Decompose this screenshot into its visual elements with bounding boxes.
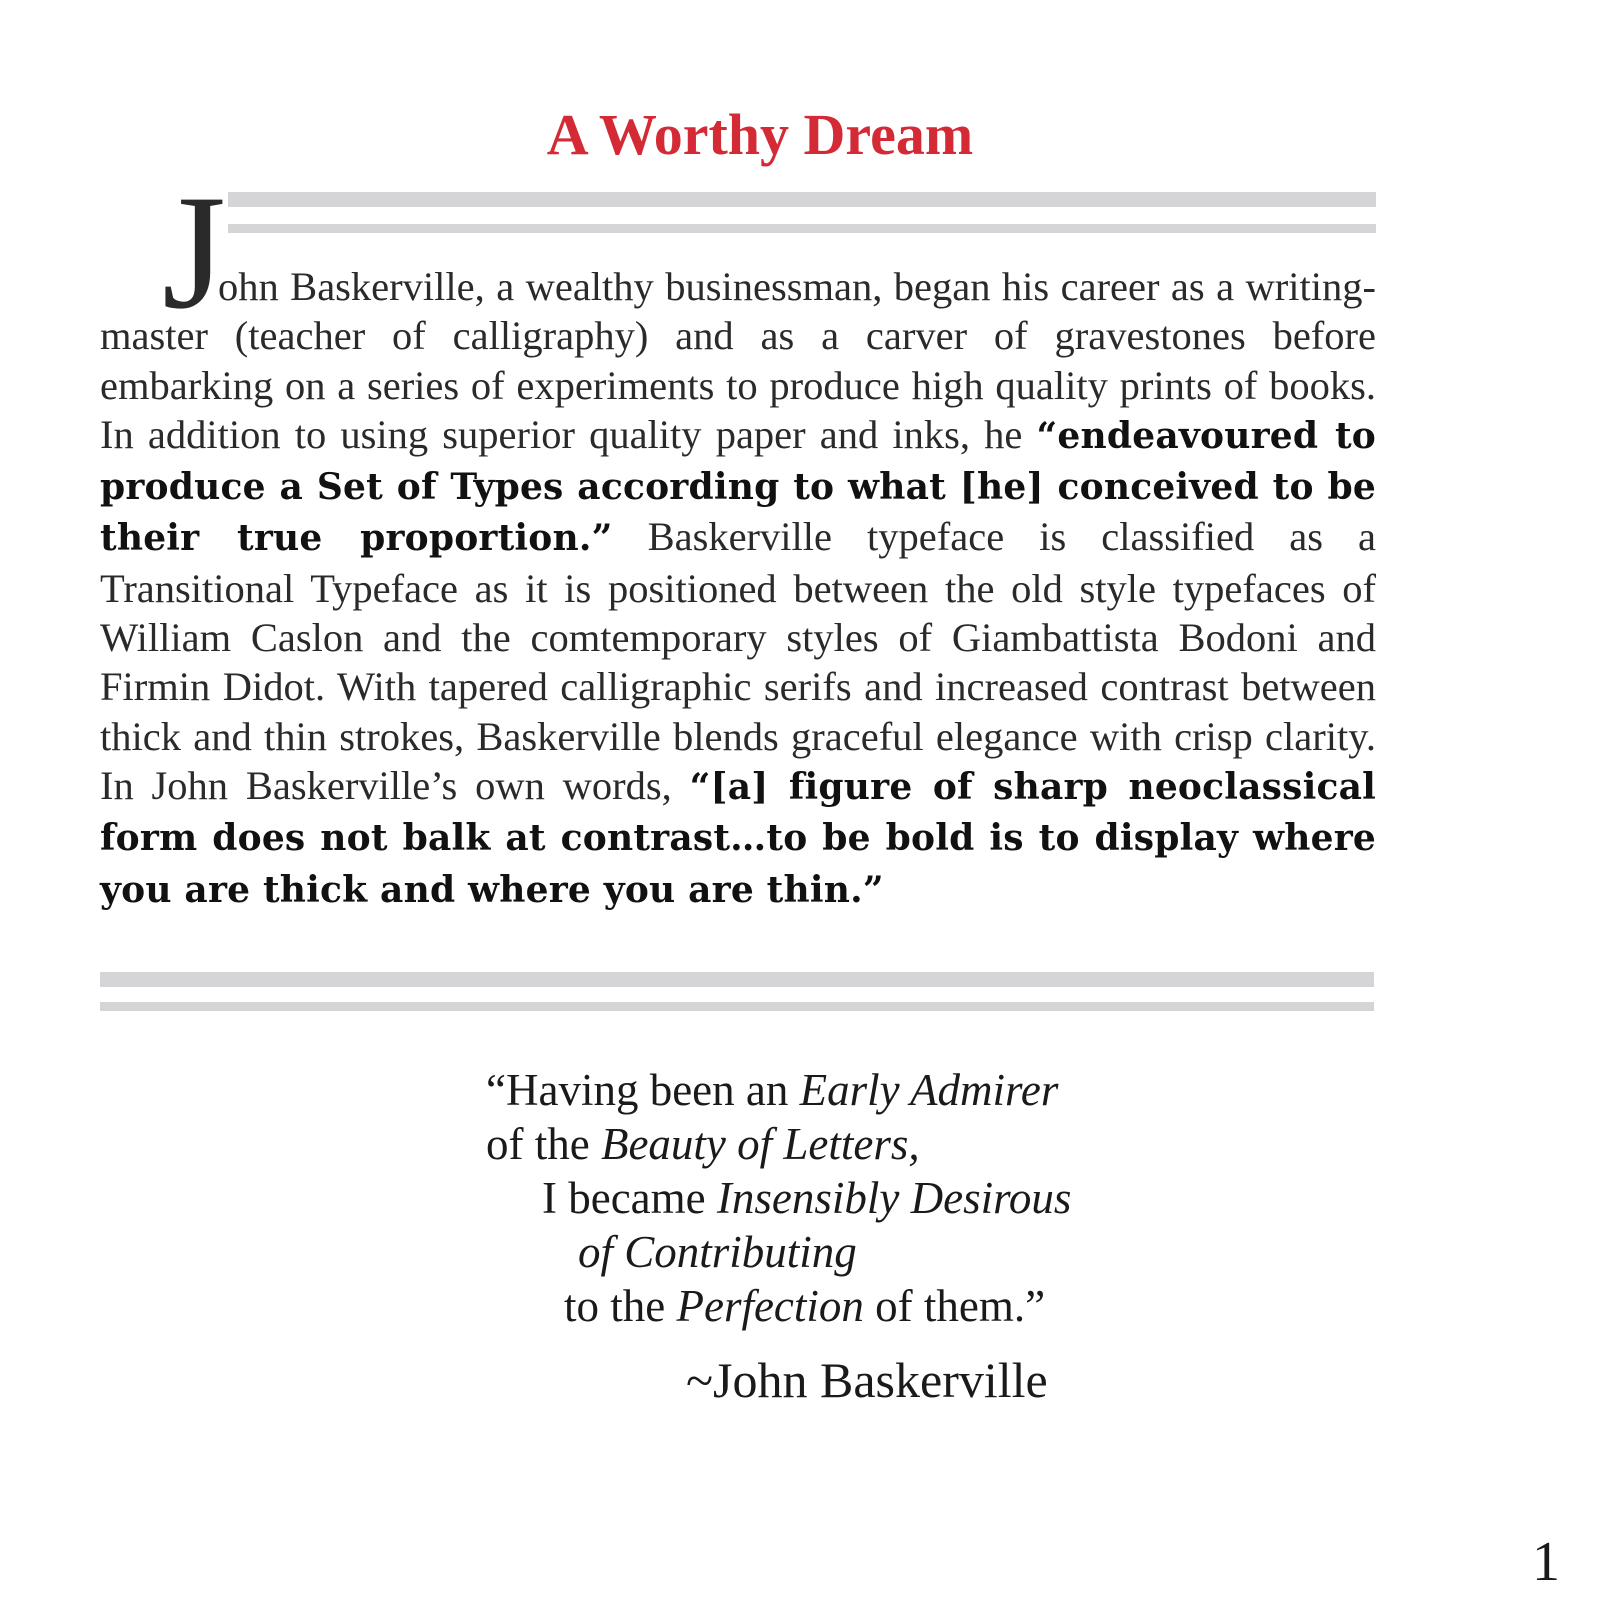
top-rule-thin [228,224,1376,233]
bottom-rule-thin [100,1002,1374,1011]
bold-quote: “[a] figure of sharp neoclassical form does not balk at contrast…to be bold is to display where you are thick and where you are thin.” [100,765,1377,911]
quote-line: of Contributing [578,1227,857,1277]
top-rule-thick [228,192,1376,207]
page-number: 1 [1532,1531,1560,1593]
bold-quote: “endeavoured to produce a Set of Types according to what [he] conceived to be their true proportion.” [100,414,1376,560]
body-run: ohn Baskerville, a wealthy businessman, began his career as a writing-master (teacher of calligraphy) and as a carver of gravestones before embarking on a series of experiments to produce high quality prints of books. In addition to using superior quality paper and inks, he [100,264,1376,457]
page-title: A Worthy Dream [546,102,974,167]
quote-line: to the Perfection of them.” [564,1281,1046,1331]
quote-line: I became Insensibly Desirous [542,1173,1072,1223]
drop-cap: J [162,162,226,343]
body-paragraph [100,262,1376,915]
quote-line: “Having been an Early Admirer [486,1065,1059,1115]
quote-attribution: ~John Baskerville [686,1352,1048,1408]
body-run: Baskerville typeface is classified as a Transitional Typeface as it is positioned between the old style typefaces of William Caslon and the comtemporary styles of Giambattista Bodoni and Firmin Didot. With tapered calligraphic serifs and increased contrast between thick and thin strokes, Baskerville blends graceful elegance with crisp clarity. In John Baskerville’s own words, [100,514,1376,808]
bottom-rule-thick [100,972,1374,987]
quote-line: of the Beauty of Letters, [486,1119,920,1169]
